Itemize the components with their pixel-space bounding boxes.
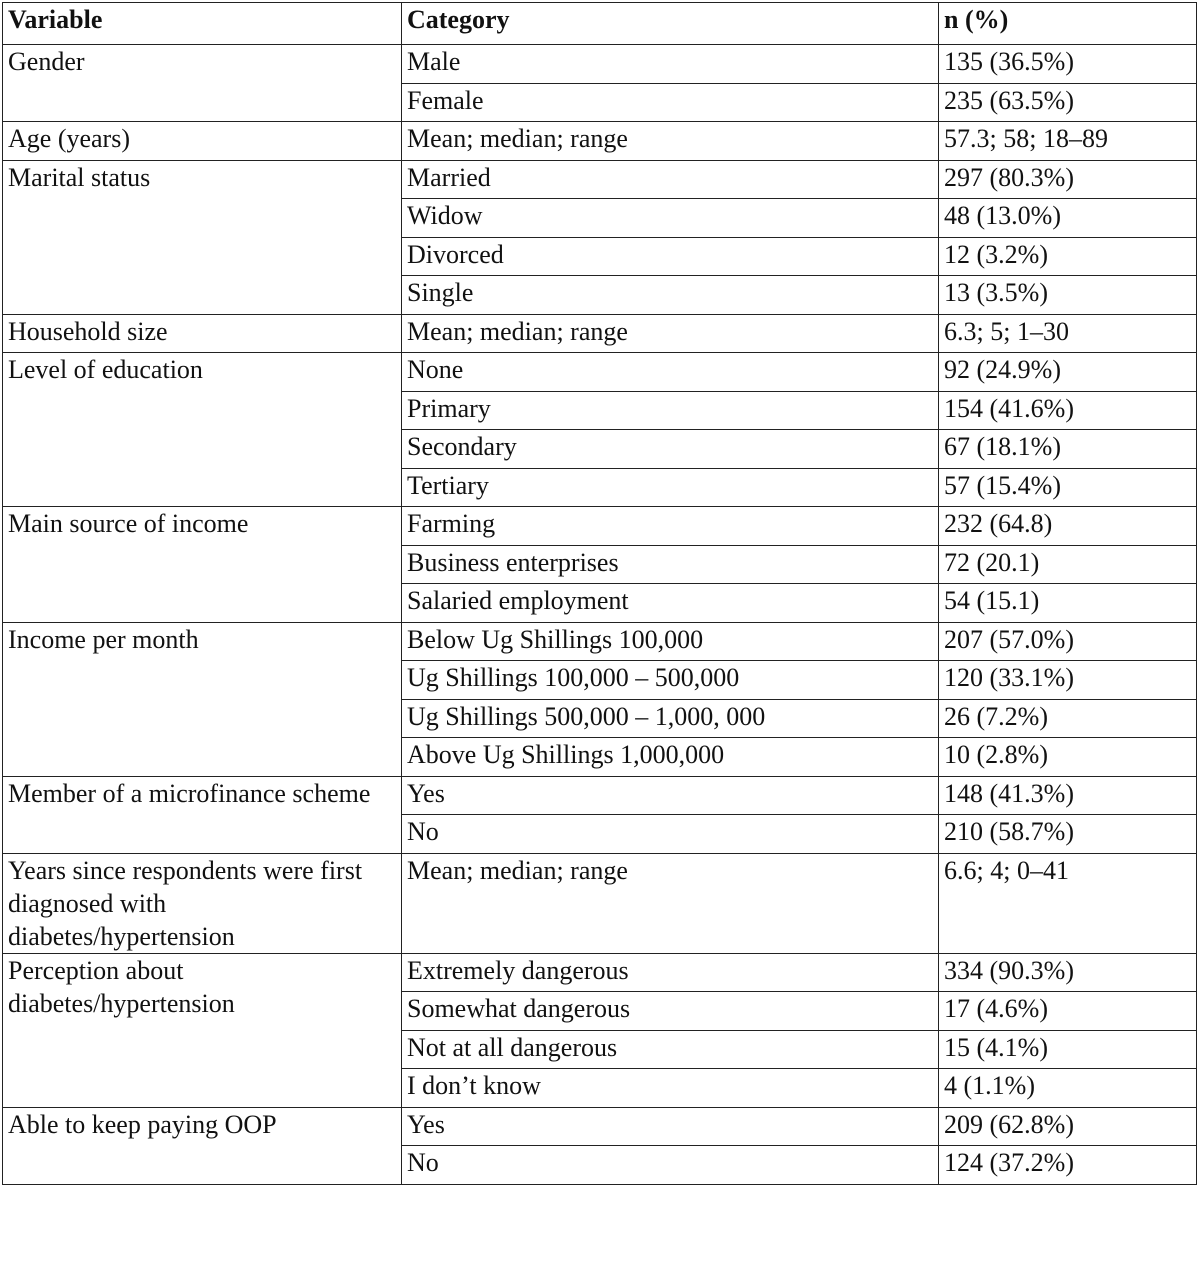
category-cell: Yes	[402, 1107, 939, 1146]
value-cell: 57 (15.4%)	[939, 468, 1197, 507]
table-row	[3, 507, 1197, 546]
table-row	[3, 353, 1197, 392]
table-row	[3, 45, 1197, 84]
category-cell: Salaried employment	[402, 584, 939, 623]
variable-cell: Household size	[3, 314, 402, 353]
category-cell: None	[402, 353, 939, 392]
value-cell: 207 (57.0%)	[939, 622, 1197, 661]
variable-cell: Age (years)	[3, 122, 402, 161]
value-cell: 210 (58.7%)	[939, 815, 1197, 854]
value-cell: 54 (15.1)	[939, 584, 1197, 623]
header-row	[3, 3, 1197, 45]
category-cell: Mean; median; range	[402, 314, 939, 353]
table-row	[3, 314, 1197, 353]
table-row	[3, 853, 1197, 953]
value-cell: 124 (37.2%)	[939, 1146, 1197, 1185]
value-cell: 148 (41.3%)	[939, 776, 1197, 815]
category-cell: Not at all dangerous	[402, 1030, 939, 1069]
value-cell: 12 (3.2%)	[939, 237, 1197, 276]
value-cell: 72 (20.1)	[939, 545, 1197, 584]
demographics-table	[2, 2, 1197, 1185]
category-cell: Business enterprises	[402, 545, 939, 584]
category-cell: Married	[402, 160, 939, 199]
value-cell: 120 (33.1%)	[939, 661, 1197, 700]
variable-cell: Years since respondents were first diagnosed with diabetes/hypertension	[3, 853, 402, 953]
category-cell: Single	[402, 276, 939, 315]
value-cell: 48 (13.0%)	[939, 199, 1197, 238]
category-cell: Farming	[402, 507, 939, 546]
value-cell: 10 (2.8%)	[939, 738, 1197, 777]
value-cell: 297 (80.3%)	[939, 160, 1197, 199]
value-cell: 15 (4.1%)	[939, 1030, 1197, 1069]
value-cell: 67 (18.1%)	[939, 430, 1197, 469]
value-cell: 235 (63.5%)	[939, 83, 1197, 122]
variable-cell: Able to keep paying OOP	[3, 1107, 402, 1184]
variable-cell: Income per month	[3, 622, 402, 776]
category-cell: I don’t know	[402, 1069, 939, 1108]
table-row	[3, 122, 1197, 161]
variable-cell: Marital status	[3, 160, 402, 314]
category-cell: Ug Shillings 100,000 – 500,000	[402, 661, 939, 700]
category-cell: Above Ug Shillings 1,000,000	[402, 738, 939, 777]
header-category: Category	[402, 3, 939, 45]
table-row	[3, 953, 1197, 992]
value-cell: 92 (24.9%)	[939, 353, 1197, 392]
category-cell: Somewhat dangerous	[402, 992, 939, 1031]
category-cell: Yes	[402, 776, 939, 815]
category-cell: Mean; median; range	[402, 853, 939, 953]
variable-cell: Gender	[3, 45, 402, 122]
value-cell: 209 (62.8%)	[939, 1107, 1197, 1146]
category-cell: Extremely dangerous	[402, 953, 939, 992]
value-cell: 13 (3.5%)	[939, 276, 1197, 315]
variable-cell: Level of education	[3, 353, 402, 507]
value-cell: 135 (36.5%)	[939, 45, 1197, 84]
category-cell: Ug Shillings 500,000 – 1,000, 000	[402, 699, 939, 738]
category-cell: Widow	[402, 199, 939, 238]
header-variable: Variable	[3, 3, 402, 45]
category-cell: Divorced	[402, 237, 939, 276]
table-row	[3, 1107, 1197, 1146]
value-cell: 4 (1.1%)	[939, 1069, 1197, 1108]
category-cell: No	[402, 1146, 939, 1185]
value-cell: 6.6; 4; 0–41	[939, 853, 1197, 953]
table-row	[3, 776, 1197, 815]
table-body	[3, 45, 1197, 1185]
variable-cell: Main source of income	[3, 507, 402, 623]
category-cell: Female	[402, 83, 939, 122]
header-n-percent: n (%)	[939, 3, 1197, 45]
category-cell: Male	[402, 45, 939, 84]
value-cell: 57.3; 58; 18–89	[939, 122, 1197, 161]
value-cell: 6.3; 5; 1–30	[939, 314, 1197, 353]
table-row	[3, 160, 1197, 199]
value-cell: 232 (64.8)	[939, 507, 1197, 546]
category-cell: Mean; median; range	[402, 122, 939, 161]
value-cell: 154 (41.6%)	[939, 391, 1197, 430]
category-cell: Below Ug Shillings 100,000	[402, 622, 939, 661]
value-cell: 334 (90.3%)	[939, 953, 1197, 992]
category-cell: No	[402, 815, 939, 854]
table-row	[3, 622, 1197, 661]
value-cell: 26 (7.2%)	[939, 699, 1197, 738]
category-cell: Tertiary	[402, 468, 939, 507]
variable-cell: Member of a microfinance scheme	[3, 776, 402, 853]
value-cell: 17 (4.6%)	[939, 992, 1197, 1031]
variable-cell: Perception about diabetes/hypertension	[3, 953, 402, 1107]
category-cell: Secondary	[402, 430, 939, 469]
category-cell: Primary	[402, 391, 939, 430]
